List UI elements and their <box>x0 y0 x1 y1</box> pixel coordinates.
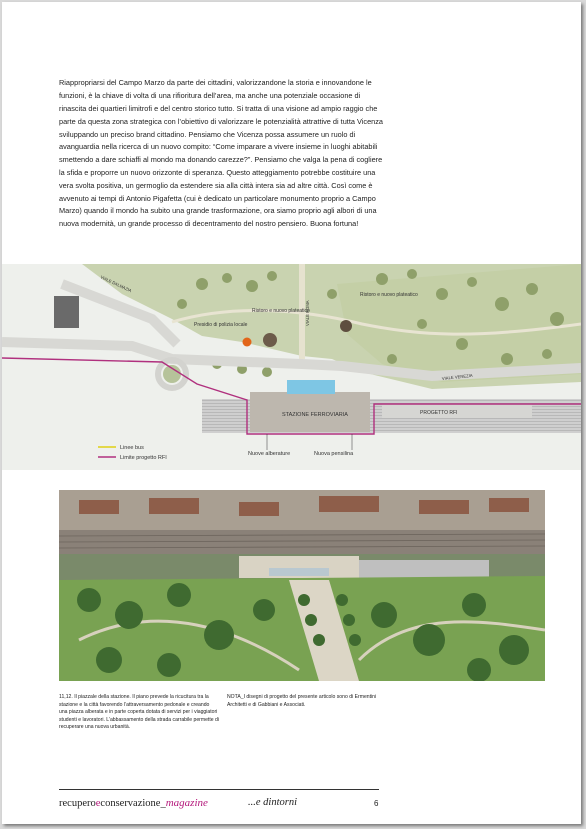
label-progetto-rfi: PROGETTO RFI <box>420 410 458 416</box>
caption-right: NOTA_I disegni di progetto del presente articolo sono di Ermentini Architetti e di Gabbiani e Associati. <box>227 694 377 708</box>
aerial-rendering <box>59 490 545 681</box>
footer-rule <box>59 789 379 790</box>
legend-rfi-label: Limite progetto RFI <box>120 455 167 461</box>
presidio-marker <box>243 338 252 347</box>
label-ristoro-2: Ristoro e nuovo plateatico <box>360 292 418 298</box>
brand-e: e <box>95 798 101 809</box>
city-rooftops <box>59 490 545 530</box>
rfi-complex <box>359 560 489 578</box>
site-plan <box>2 264 581 470</box>
label-stazione: STAZIONE FERROVIARIA <box>282 412 348 418</box>
page-number: 6 <box>374 799 379 808</box>
ristoro-1-kiosk <box>263 333 277 347</box>
footer-dintorni: ...e dintorni <box>248 797 297 808</box>
station-canopy <box>269 568 329 576</box>
pensilina <box>287 380 335 394</box>
footer-brand <box>59 797 208 809</box>
label-nuova-pensilina: Nuova pensilina <box>314 451 354 457</box>
label-viale-dalmazia: VIALE DALMAZIA <box>99 274 133 294</box>
magazine-page <box>2 2 581 824</box>
label-presidio: Presidio di polizia locale <box>194 322 248 328</box>
article-paragraph: Riappropriarsi del Campo Marzo da parte dei cittadini, valorizzandone la storia e innovandone le funzioni, è la chiave di volta di una rifioritura dell’area, ma anche una potenziale occasione di rinascita dei quartieri limitrofi e del centro storico tutto. Si tratta di una visione ad ampio raggio che parte da questa zona strategica con l’obiettivo di valorizzare le potenzialità attrattive di tutta Vicenza sviluppando un preciso brand cittadino. Pensiamo che Vicenza possa assumere un ruolo di avanguardia nella ricerca di un nuovo compito: “Come imparare a vivere insieme in luoghi abitabili smettendo a dare schiaffi al mondo ma donando carezze?”. Pensiamo che valga la pena di cogliere la sfida e proporre un nuovo orizzonte di speranza. Questo atteggiamento potrebbe costituire una vera svolta positiva, un germoglio da estendere sia alla città intera sia ad altre città. Così come è avvenuto ai tempi di Antonio Pigafetta (cui è dedicato un particolare monumento proprio a Campo Marzo) quando il mondo ha subito una grande trasformazione, ora siamo proprio agli albori di una nuova modernità, un grande processo di decentramento del nostro pensiero. Buona fortuna! <box>59 78 383 229</box>
brand-magazine: magazine <box>165 797 208 809</box>
label-ristoro-1: Ristoro e nuovo plateatico <box>252 308 310 314</box>
brand-part-2: conservazione_ <box>100 798 166 809</box>
brand-part-1: recupero <box>59 798 96 809</box>
legend-bus-label: Linee bus <box>120 445 144 451</box>
building-west <box>54 296 79 328</box>
ristoro-2-kiosk <box>340 320 352 332</box>
label-viale-roma: VIALE ROMA <box>305 300 310 326</box>
label-nuove-alberature: Nuove alberature <box>248 451 291 457</box>
label-viale-venezia: VIALE VENEZIA <box>441 372 473 381</box>
caption-left: 11,12. Il piazzale della stazione. Il piano prevede la ricucitura tra la stazione e la città favorendo l’attraversamento pedonale e creando una piazza alberata e in parte coperta dotata di servizi per i viaggiatori studenti e lavoratori. L’abbassamento della strada carrabile permette di recuperare una nuova urbanità. <box>59 694 219 731</box>
